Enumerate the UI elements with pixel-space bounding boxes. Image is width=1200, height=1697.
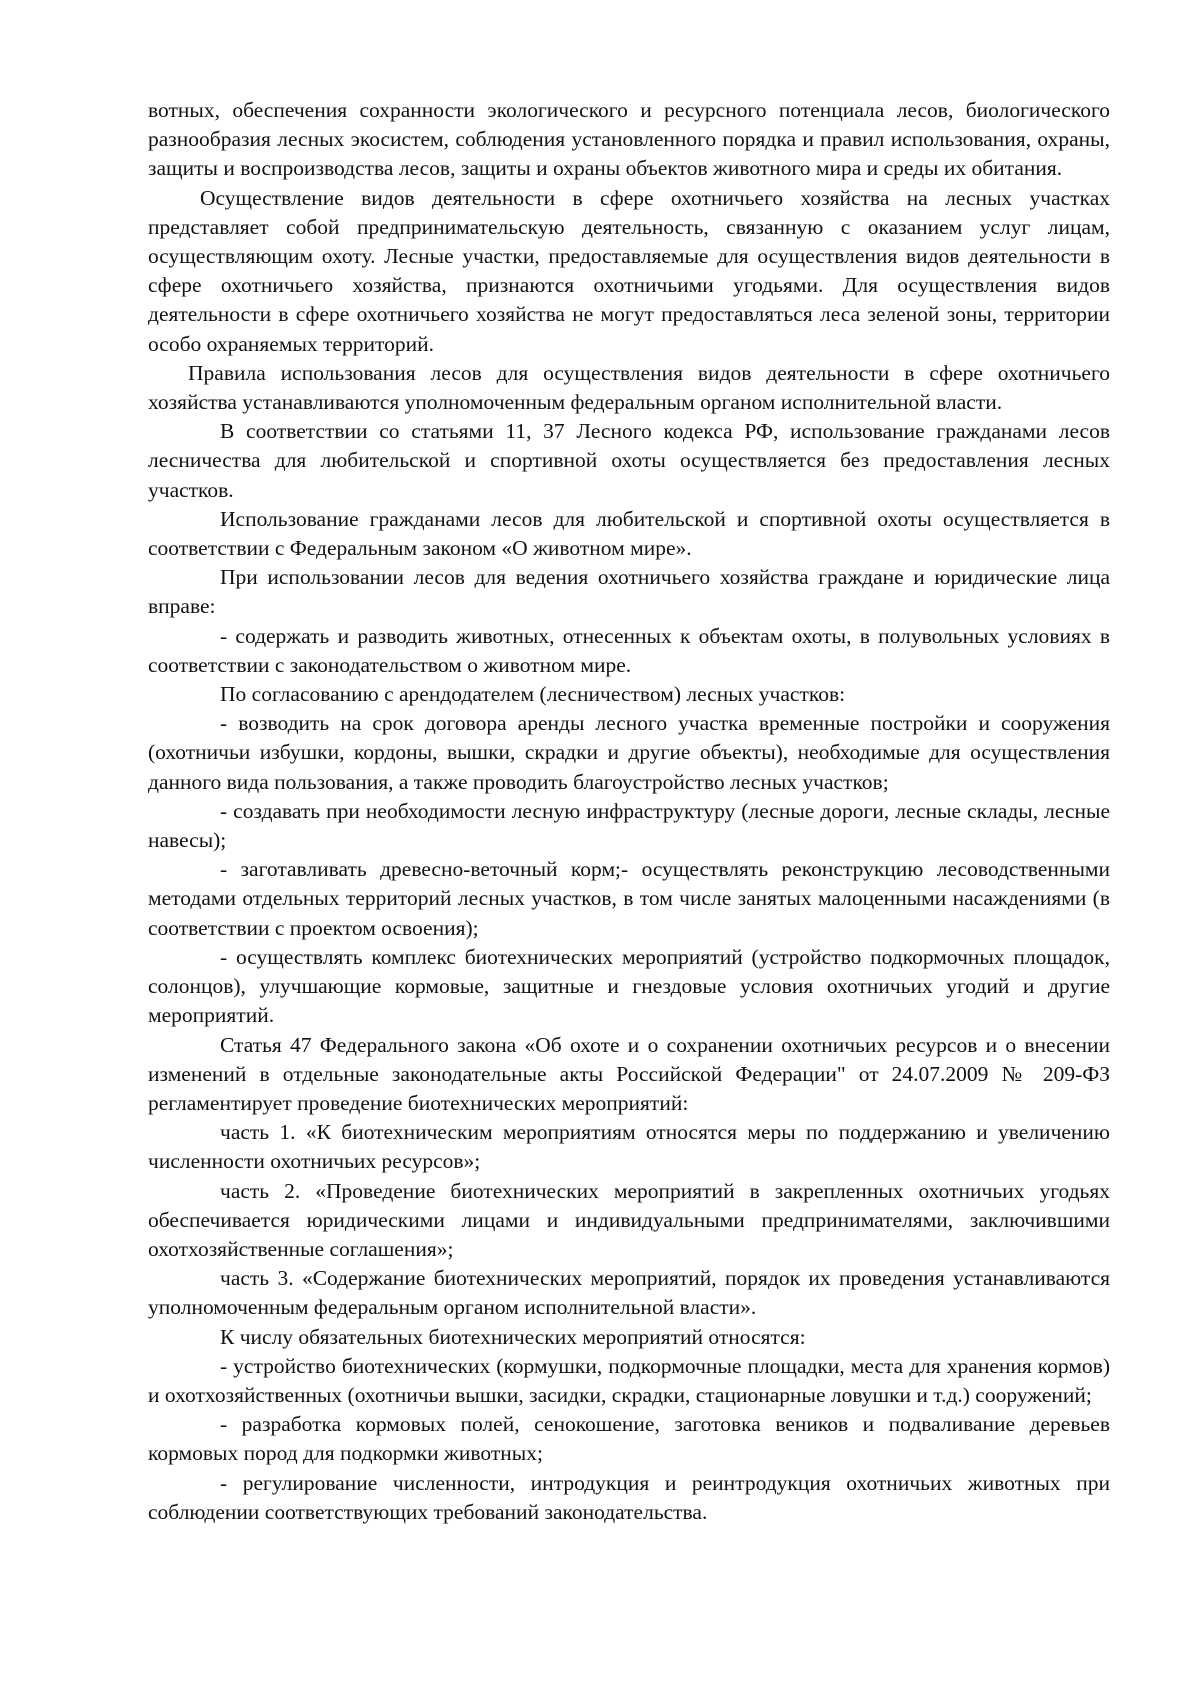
paragraph-usage-rules: Правила использования лесов для осуществления видов деятельности в сфере охотничьего хозяйства устанавливаются уполномоченным федеральным органом исполнительной власти. bbox=[148, 360, 1110, 415]
paragraph-mandatory-intro: К числу обязательных биотехнических мероприятий относятся: bbox=[220, 1324, 806, 1349]
paragraph-forest-code: В соответствии со статьями 11, 37 Лесного кодекса РФ, использование гражданами лесов лесничества для любительской и спортивной охоты осуществляется без предоставления лесных участков. bbox=[148, 419, 1110, 502]
list-item: - осуществлять комплекс биотехнических мероприятий (устройство подкормочных площадок, солонцов), улучшающие кормовые, защитные и гнездовые условия охотничьих угодий и другие мероприятий. bbox=[148, 944, 1110, 1028]
list-item: часть 2. «Проведение биотехнических мероприятий в закрепленных охотничьих угодьях обеспечивается юридическими лицами и индивидуальными предпринимателями, заключившими охотхозяйственные соглашения»; bbox=[148, 1178, 1110, 1261]
list-item: часть 3. «Содержание биотехнических мероприятий, порядок их проведения устанавливаются уполномоченным федеральным органом исполнительной власти». bbox=[148, 1266, 1110, 1320]
list-item: - разработка кормовых полей, сенокошение, заготовка веников и подваливание деревьев кормовых пород для подкормки животных; bbox=[148, 1412, 1110, 1466]
list-item: часть 1. «К биотехническим мероприятиям относятся меры по поддержанию и увеличению численности охотничьих ресурсов»; bbox=[148, 1120, 1110, 1174]
list-item: - заготавливать древесно-веточный корм;- осуществлять реконструкцию лесоводственными методами отдельных территорий лесных участков, в том числе занятых малоценными насаждениями (в соответствии с проектом освоения); bbox=[148, 857, 1110, 940]
list-item: - содержать и разводить животных, отнесенных к объектам охоты, в полувольных условиях в соответствии с законодательством о животном мире. bbox=[148, 623, 1110, 677]
paragraph-article-47: Статья 47 Федерального закона «Об охоте и о сохранении охотничьих ресурсов и о внесении изменений в отдельные законодательные акты Российской Федерации" от 24.07.2009 № 209-ФЗ регламентирует проведение биотехнических мероприятий: bbox=[148, 1032, 1110, 1115]
list-item: - устройство биотехнических (кормушки, подкормочные площадки, места для хранения кормов) и охотхозяйственных (охотничьи вышки, засидки, скрадки, стационарные ловушки и т.д.) сооружений; bbox=[148, 1353, 1110, 1407]
paragraph-citizens-use: Использование гражданами лесов для любительской и спортивной охоты осуществляется в соответствии с Федеральным законом «О животном мире». bbox=[148, 506, 1110, 561]
list-item: - возводить на срок договора аренды лесного участка временные постройки и сооружения (охотничьи избушки, кордоны, вышки, скрадки и другие объекты), необходимые для осуществления данного вида пользования, а также проводить благоустройство лесных участков; bbox=[148, 711, 1110, 794]
paragraph-continuation: вотных, обеспечения сохранности экологического и ресурсного потенциала лесов, биологического разнообразия лесных экосистем, соблюдения установленного порядка и правил использования, охраны, защиты и воспроизводства лесов, защиты и охраны объектов животного мира и среды их обитания. bbox=[148, 98, 1110, 181]
document-page bbox=[148, 96, 1110, 1527]
list-item: - создавать при необходимости лесную инфраструктуру (лесные дороги, лесные склады, лесные навесы); bbox=[148, 798, 1110, 853]
list-item: - регулирование численности, интродукция и реинтродукция охотничьих животных при соблюдении соответствующих требований законодательства. bbox=[148, 1470, 1110, 1524]
paragraph-rights-intro: При использовании лесов для ведения охотничьего хозяйства граждане и юридические лица вправе: bbox=[148, 565, 1110, 619]
paragraph-hunting-activity: Осуществление видов деятельности в сфере охотничьего хозяйства на лесных участках представляет собой предпринимательскую деятельность, связанную с оказанием услуг лицам, осуществляющим охоту. Лесные участки, предоставляемые для осуществления видов деятельности в сфере охотничьего хозяйства, признаются охотничьими угодьями. Для осуществления видов деятельности в сфере охотничьего хозяйства не могут предоставляться леса зеленой зоны, территории особо охраняемых территорий. bbox=[148, 185, 1110, 356]
paragraph-agreement: По согласованию с арендодателем (лесничеством) лесных участков: bbox=[220, 682, 846, 707]
